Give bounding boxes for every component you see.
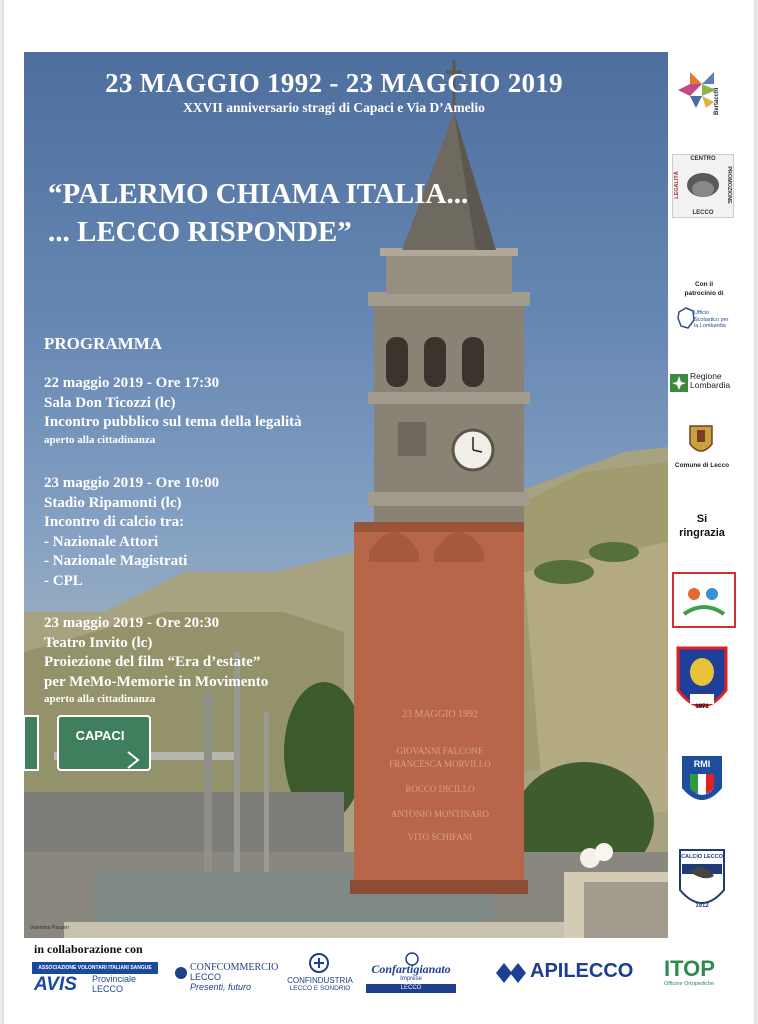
event-2 [44,474,219,591]
event-2-datetime: 23 maggio 2019 - Ore 10:00 [44,475,220,491]
itop-sub: Officine Ortopediche [664,981,715,987]
event-3-description: Proiezione del film “Era d’estate” [44,654,261,670]
event-1-datetime: 22 maggio 2019 - Ore 17:30 [44,375,220,391]
event-3 [44,614,268,706]
avis-lecco: LECCO [92,984,124,994]
poster-quote-line1: “PALERMO CHIAMA ITALIA... [48,178,469,210]
confcommercio-sub: LECCO [190,972,222,982]
si-ringrazia-label: Si ringrazia [679,513,725,539]
confindustria-label: CONFINDUSTRIA [287,976,353,985]
plaque-name: VITO SCHIFANI [407,832,473,842]
kids-icon [674,574,734,626]
event-1-place: Sala Don Ticozzi (lc) [44,394,176,411]
collaboration-label: in collaborazione con [34,942,143,956]
regione-label: Regione Lombardia [690,371,731,390]
sponsor-logo-kids [672,572,736,628]
event-3-place: Teatro Invito (lc) [44,634,153,651]
centro-bottom-label: LECCO [692,210,714,216]
confcommercio-label: CONFCOMMERCIO [190,962,279,973]
plaque-name: GIOVANNI FALCONE [396,746,484,756]
confindustria-icon [308,952,330,974]
avis-provinciale: Provinciale [92,974,137,984]
confartigianato-loc: LECCO [366,984,456,993]
sponsor-strip [30,952,730,1012]
hands-icon [673,155,733,217]
plaque-name: FRANCESCA MORVILLO [389,759,491,769]
event-2-description: Incontro di calcio tra: [44,514,185,530]
calcio-lecco-label: CALCIO LECCO [681,854,723,860]
confcommercio-tagline: Presenti, futuro [190,982,252,992]
plaque-name: ROCCO DICILLO [405,784,475,794]
poster-hero-photo [24,52,668,938]
poster-dates: 23 MAGGIO 1992 - 23 MAGGIO 2019 [105,68,563,98]
centro-right-label: PROMOZIONE [726,166,732,204]
bertacchi-label: Bertacchi [714,87,720,115]
event-3-note: aperto alla cittadinanza [44,693,156,705]
ufficio-scolastico-label: Ufficio Scolastico per la Lombardia [694,310,729,329]
event-2-team: - Nazionale Magistrati [44,553,188,569]
patrocinio-label: Con il patrocinio di [684,281,724,297]
bertacchi-logo-icon [670,62,732,124]
centro-legalita-logo [672,154,734,218]
sidebar-logos [668,52,736,938]
itop-label: ITOP [664,956,715,981]
confindustria-sub: LECCO E SONDRIO [289,985,351,992]
program-title: PROGRAMMA [44,334,163,353]
avis-banner: ASSOCIAZIONE VOLONTARI ITALIANI SANGUE [32,962,158,974]
shield-year: 1971 [695,704,709,710]
plaque-date: 23 MAGGIO 1992 [401,709,479,720]
confartigianato-label: Confartigianato [371,962,451,976]
poster-subtitle: XXVII anniversario stragi di Capaci e Via D’Amelio [183,100,485,115]
comune-label: Comune di Lecco [674,462,730,469]
event-2-team: - Nazionale Attori [44,533,159,550]
confartigianato-sub: Imprese [400,976,422,982]
road-sign-text: CAPACI [75,728,125,743]
event-1 [44,374,302,447]
event-1-description: Incontro pubblico sul tema della legalità [44,414,302,430]
comune-crest-icon [686,422,716,458]
event-3-description2: per MeMo-Memorie in Movimento [44,673,269,690]
event-3-datetime: 23 maggio 2019 - Ore 20:30 [44,615,220,631]
lombardia-map-icon [676,306,696,332]
centro-left-label: LEGALITÀ [674,171,680,199]
confcommercio-icon [174,966,188,980]
rmi-label: RMI [693,759,711,769]
centro-top-label: CENTRO [690,156,716,162]
api-logo-icon [494,960,528,986]
calcio-year: 1912 [695,903,709,909]
event-2-place: Stadio Ripamonti (lc) [44,494,182,511]
plaque-name: ANTONIO MONTINARO [390,809,490,819]
event-1-note: aperto alla cittadinanza [44,433,156,446]
photo-credit: Valentina Panzeri [30,925,69,931]
regione-lombardia-icon [670,374,688,392]
poster-quote-line2: ... LECCO RISPONDE” [48,216,352,248]
avis-logo: AVIS [34,974,77,995]
event-2-team: - CPL [44,572,83,589]
api-lecco-label: APILECCO [530,960,634,982]
